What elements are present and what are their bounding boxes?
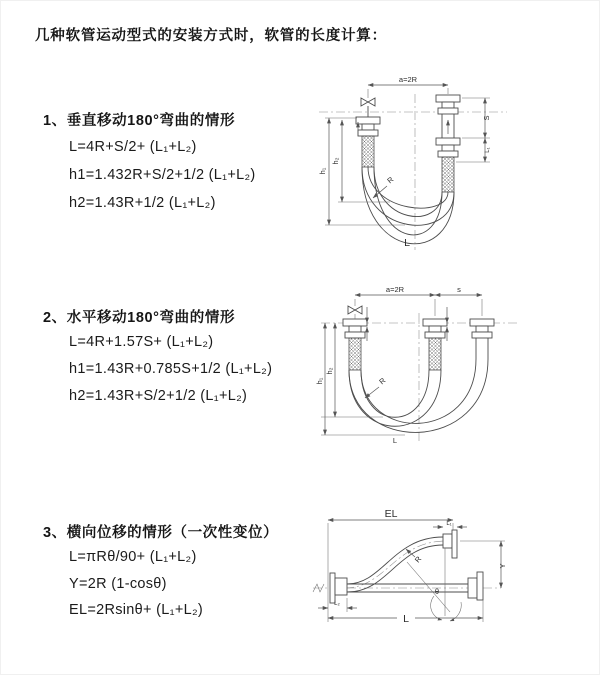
hose-curves bbox=[362, 167, 454, 244]
dim-label-angle: θ bbox=[434, 587, 440, 596]
section2-formula-h1: h1=1.43R+0.785S+1/2 (L₁+L₂) bbox=[69, 361, 273, 377]
dimension-lines bbox=[318, 520, 505, 622]
left-pipe-flange bbox=[356, 106, 380, 167]
dim-label-h2: h₂ bbox=[331, 157, 340, 165]
section3-heading: 3、横向位移的情形（一次性变位） bbox=[43, 525, 279, 541]
valve-icon bbox=[348, 299, 362, 319]
hose-curves bbox=[349, 359, 488, 432]
section1-formula-L: L=4R+S/2+ (L₁+L₂) bbox=[69, 139, 197, 155]
section3-formula-EL: EL=2Rsinθ+ (L₁+L₂) bbox=[69, 602, 204, 618]
dim-label-fitting2: L₂ bbox=[334, 601, 340, 607]
valve-icon bbox=[361, 89, 375, 106]
dim-label-fitting: L₁ bbox=[485, 147, 491, 153]
section2-formula-L: L=4R+1.57S+ (L₁+L₂) bbox=[69, 334, 214, 350]
pipe-flanges bbox=[343, 319, 494, 370]
dim-label-h2: h₂ bbox=[325, 367, 334, 375]
section1-formula-h2: h2=1.43R+1/2 (L₁+L₂) bbox=[69, 195, 216, 211]
section3-formula-L: L=πRθ/90+ (L₁+L₂) bbox=[69, 549, 197, 565]
dimension-lines bbox=[321, 295, 482, 435]
dim-label-travel: s bbox=[457, 285, 461, 294]
section1-formula-h1: h1=1.432R+S/2+1/2 (L₁+L₂) bbox=[69, 167, 256, 183]
dim-label-travel: S bbox=[482, 115, 491, 121]
dimension-lines bbox=[325, 85, 490, 225]
page-title: 几种软管运动型式的安装方式时，软管的长度计算： bbox=[35, 28, 387, 44]
left-flange bbox=[330, 573, 347, 603]
dim-label-fitting1: L₁ bbox=[446, 521, 452, 527]
diagram-lateral-displacement bbox=[303, 500, 508, 650]
section2-formula-h2: h2=1.43R+S/2+1/2 (L₁+L₂) bbox=[69, 388, 248, 404]
diagram-horizontal-180-bend bbox=[313, 283, 528, 458]
dim-label-span: a=2R bbox=[385, 285, 405, 294]
dim-label-radius: R bbox=[412, 554, 424, 565]
dim-label-extended-length: EL bbox=[384, 508, 398, 520]
dim-label-length: L bbox=[403, 613, 409, 625]
section1-heading: 1、垂直移动180°弯曲的情形 bbox=[43, 113, 236, 129]
dim-label-length: L bbox=[404, 237, 410, 249]
right-flange bbox=[468, 572, 483, 600]
dim-label-h1: h₁ bbox=[318, 167, 327, 175]
dim-label-length: L bbox=[392, 436, 398, 445]
dim-label-radius: R bbox=[385, 174, 396, 186]
centerlines bbox=[319, 94, 507, 250]
dim-label-h1: h₁ bbox=[315, 377, 324, 385]
dimension-labels bbox=[334, 508, 507, 625]
dim-label-radius: R bbox=[377, 375, 388, 387]
diagram-vertical-180-bend bbox=[305, 68, 515, 258]
section2-heading: 2、水平移动180°弯曲的情形 bbox=[43, 310, 236, 326]
right-pipe-flanges bbox=[436, 95, 460, 192]
section3-formula-Y: Y=2R (1-cosθ) bbox=[69, 576, 167, 592]
dim-label-span: a=2R bbox=[398, 75, 418, 84]
dim-label-offset: Y bbox=[498, 563, 507, 569]
